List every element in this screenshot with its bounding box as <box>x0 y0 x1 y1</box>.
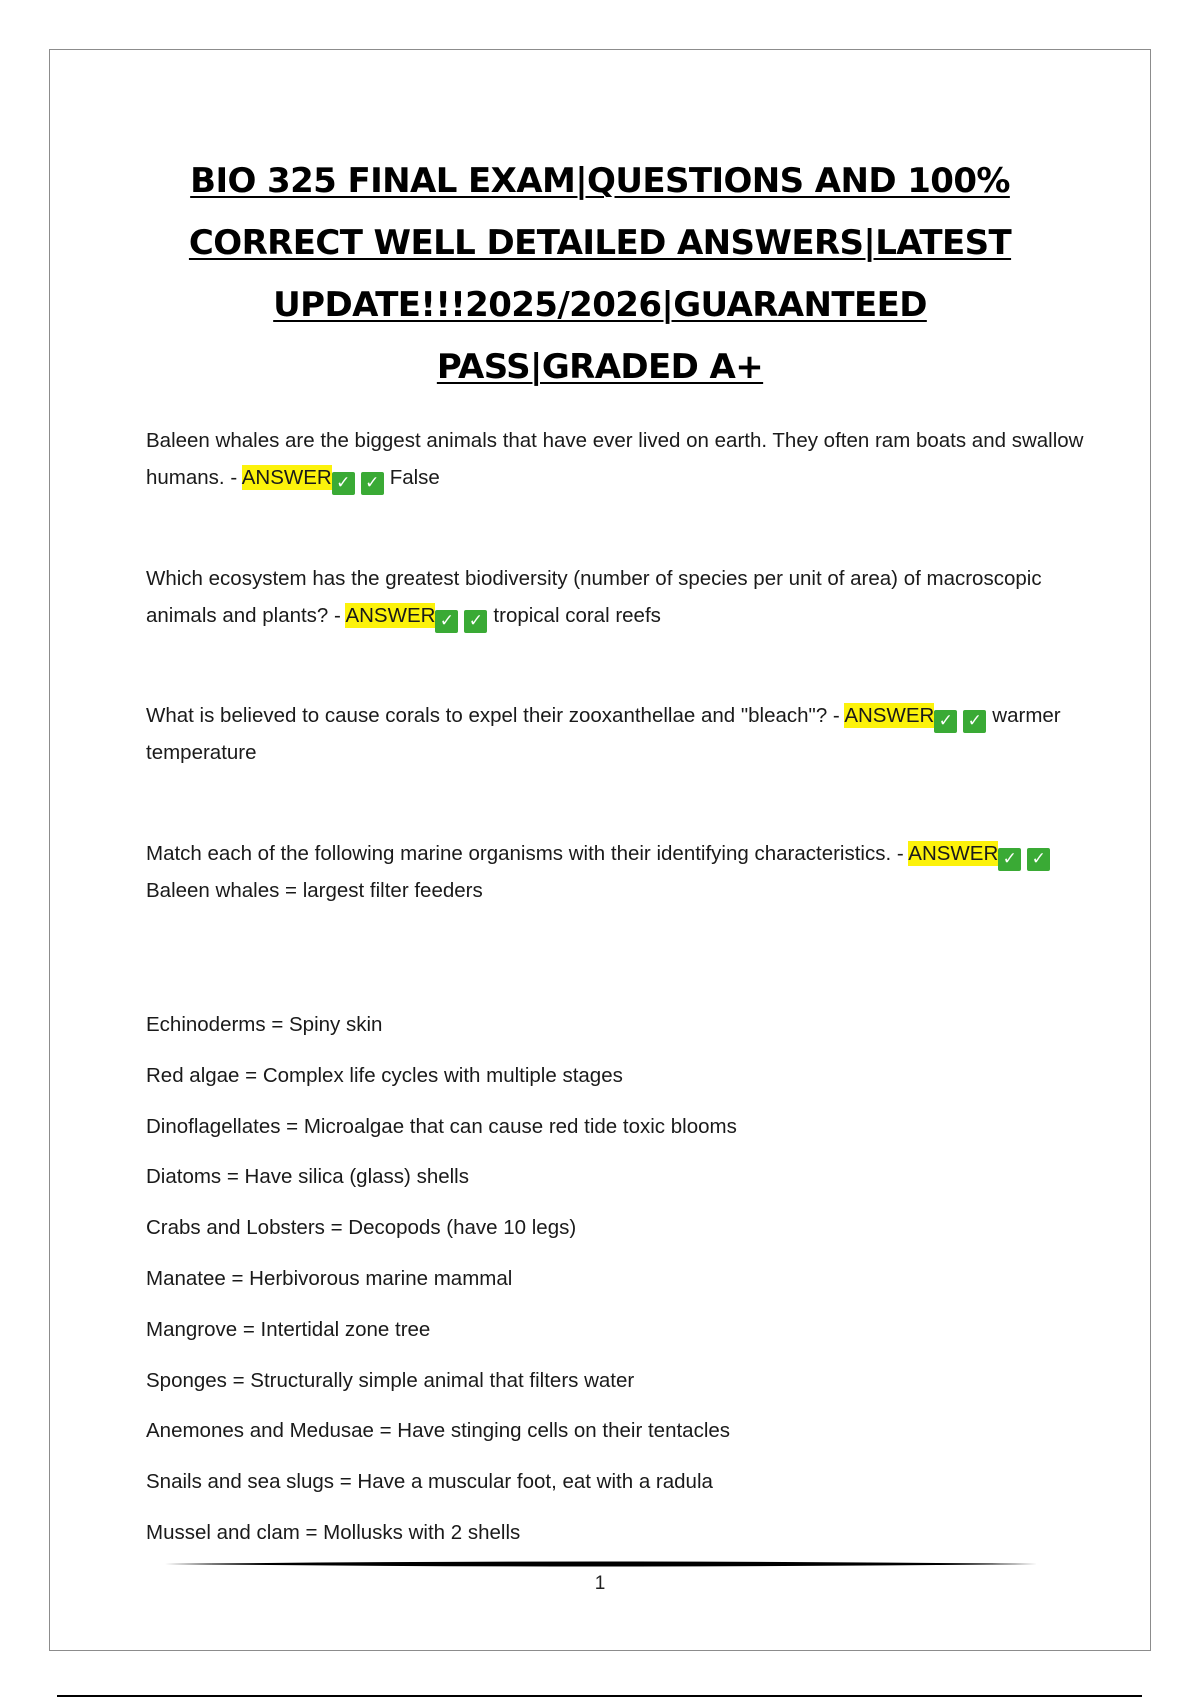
match-item: Echinoderms = Spiny skin <box>146 1013 383 1036</box>
title-line: UPDATE!!!2025/2026|GUARANTEED <box>273 285 927 325</box>
answer-label: ANSWER <box>345 604 436 627</box>
question-3 <box>146 697 1096 771</box>
question-4 <box>146 835 1096 909</box>
answer-label: ANSWER <box>241 466 332 489</box>
match-list <box>146 1000 1096 1559</box>
match-item: Anemones and Medusae = Have stinging cells on their tentacles <box>146 1419 731 1443</box>
title-line: PASS|GRADED A+ <box>436 347 764 387</box>
match-item: Red algae = Complex life cycles with multiple stages <box>146 1063 623 1087</box>
match-item: Mussel and clam = Mollusks with 2 shells <box>146 1520 521 1544</box>
match-item: Crabs and Lobsters = Decopods (have 10 legs) <box>146 1216 577 1240</box>
match-item: Dinoflagellates = Microalgae that can cause red tide toxic blooms <box>146 1114 737 1138</box>
check-box-icon: ✓ <box>361 472 384 495</box>
check-box-icon: ✓ <box>963 710 986 733</box>
title-line: BIO 325 FINAL EXAM|QUESTIONS AND 100% <box>190 161 1010 201</box>
answer-text: tropical coral reefs <box>493 604 661 627</box>
question-2 <box>146 560 1096 634</box>
document-title <box>170 150 1030 398</box>
check-box-icon: ✓ <box>332 472 355 495</box>
check-box-icon: ✓ <box>998 848 1021 871</box>
check-box-icon: ✓ <box>934 710 957 733</box>
document-page <box>49 49 1151 1651</box>
match-item: Snails and sea slugs = Have a muscular foot, eat with a radula <box>146 1470 713 1494</box>
answer-label: ANSWER <box>844 704 935 727</box>
check-box-icon: ✓ <box>1027 848 1050 871</box>
question-text: Baleen whales are the biggest animals that have ever lived on earth. They often ram boats and swallow humans. - <box>146 429 1084 489</box>
check-box-icon: ✓ <box>435 610 458 633</box>
answer-text: warmer temperature <box>146 704 1061 764</box>
question-text: Match each of the following marine organisms with their identifying characteristics. - <box>146 842 909 865</box>
question-text: What is believed to cause corals to expel their zooxanthellae and "bleach"? - <box>146 704 845 727</box>
footer-divider <box>165 1561 1037 1567</box>
answer-text: False <box>389 466 440 489</box>
match-item: Mangrove = Intertidal zone tree <box>146 1317 431 1341</box>
page-number: 1 <box>594 1573 606 1594</box>
question-text: Which ecosystem has the greatest biodiversity (number of species per unit of area) of macroscopic animals and plants? - <box>146 567 1042 627</box>
next-page-edge <box>57 1695 1142 1697</box>
question-1 <box>146 422 1096 496</box>
answer-text: Baleen whales = largest filter feeders <box>146 879 483 902</box>
check-box-icon: ✓ <box>464 610 487 633</box>
answer-label: ANSWER <box>908 842 999 865</box>
match-item: Manatee = Herbivorous marine mammal <box>146 1266 513 1290</box>
match-item: Diatoms = Have silica (glass) shells <box>146 1165 469 1189</box>
match-item: Sponges = Structurally simple animal that filters water <box>146 1368 635 1392</box>
title-line: CORRECT WELL DETAILED ANSWERS|LATEST <box>188 223 1012 263</box>
